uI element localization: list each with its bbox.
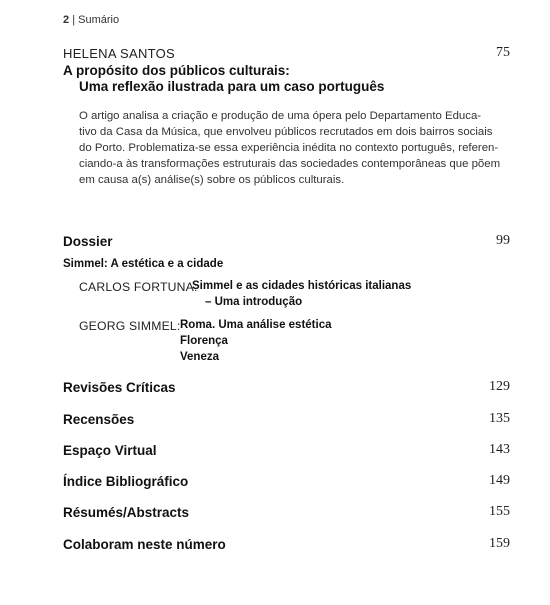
running-head-page-number: 2	[63, 14, 70, 26]
abstract-line: O artigo analisa a criação e produção de uma ópera pelo Departamento Educa-	[79, 110, 482, 122]
article-page-number: 75	[496, 45, 510, 60]
dossier-entry-title[interactable]: – Uma introdução	[205, 296, 303, 308]
dossier-entry-title[interactable]: Florença	[180, 335, 228, 347]
abstract-line: em causa a(s) análise(s) sobre os públicos culturais.	[79, 174, 345, 186]
section-page-number: 155	[489, 504, 510, 519]
abstract-line: ciando-a às transformações estruturais das sociedades contemporâneas que põem	[79, 158, 501, 170]
section-title-recensoes[interactable]: Recensões	[63, 412, 135, 427]
article-author: HELENA SANTOS	[63, 46, 176, 61]
section-page-number: 135	[489, 411, 510, 426]
running-head-separator: |	[72, 14, 76, 26]
abstract-line: tivo da Casa da Música, que envolveu públicos recrutados em dois bairros sociais	[79, 126, 493, 138]
section-page-number: 129	[489, 379, 510, 394]
section-title-revisoes-criticas[interactable]: Revisões Críticas	[63, 380, 176, 395]
section-title-indice-bibliografico[interactable]: Índice Bibliográfico	[63, 474, 189, 489]
dossier-subtitle: Simmel: A estética e a cidade	[63, 258, 224, 270]
section-page-number: 149	[489, 473, 510, 488]
dossier-page-number: 99	[496, 233, 510, 248]
article-title-line-2: Uma reflexão ilustrada para um caso português	[79, 79, 385, 94]
section-title-espaco-virtual[interactable]: Espaço Virtual	[63, 443, 157, 458]
section-page-number: 143	[489, 442, 510, 457]
section-title-colaboram[interactable]: Colaboram neste número	[63, 537, 226, 552]
section-title-resumes-abstracts[interactable]: Résumés/Abstracts	[63, 505, 190, 520]
abstract-line: do Porto. Problematiza-se essa experiência inédita no contexto português, referen-	[79, 142, 499, 154]
article-title-line-1: A propósito dos públicos culturais:	[63, 63, 290, 78]
running-head-label: Sumário	[78, 14, 120, 26]
dossier-entry-title[interactable]: Veneza	[180, 351, 219, 363]
dossier-entry-author: GEORG SIMMEL:	[79, 319, 181, 333]
article-abstract	[79, 108, 509, 188]
dossier-entry-author: CARLOS FORTUNA:	[79, 280, 198, 294]
running-head	[63, 14, 119, 26]
section-page-number: 159	[489, 536, 510, 551]
dossier-entry-title[interactable]: Simmel e as cidades históricas italianas	[192, 280, 412, 292]
dossier-entry-title[interactable]: Roma. Uma análise estética	[180, 319, 332, 331]
dossier-heading[interactable]: Dossier	[63, 234, 113, 249]
